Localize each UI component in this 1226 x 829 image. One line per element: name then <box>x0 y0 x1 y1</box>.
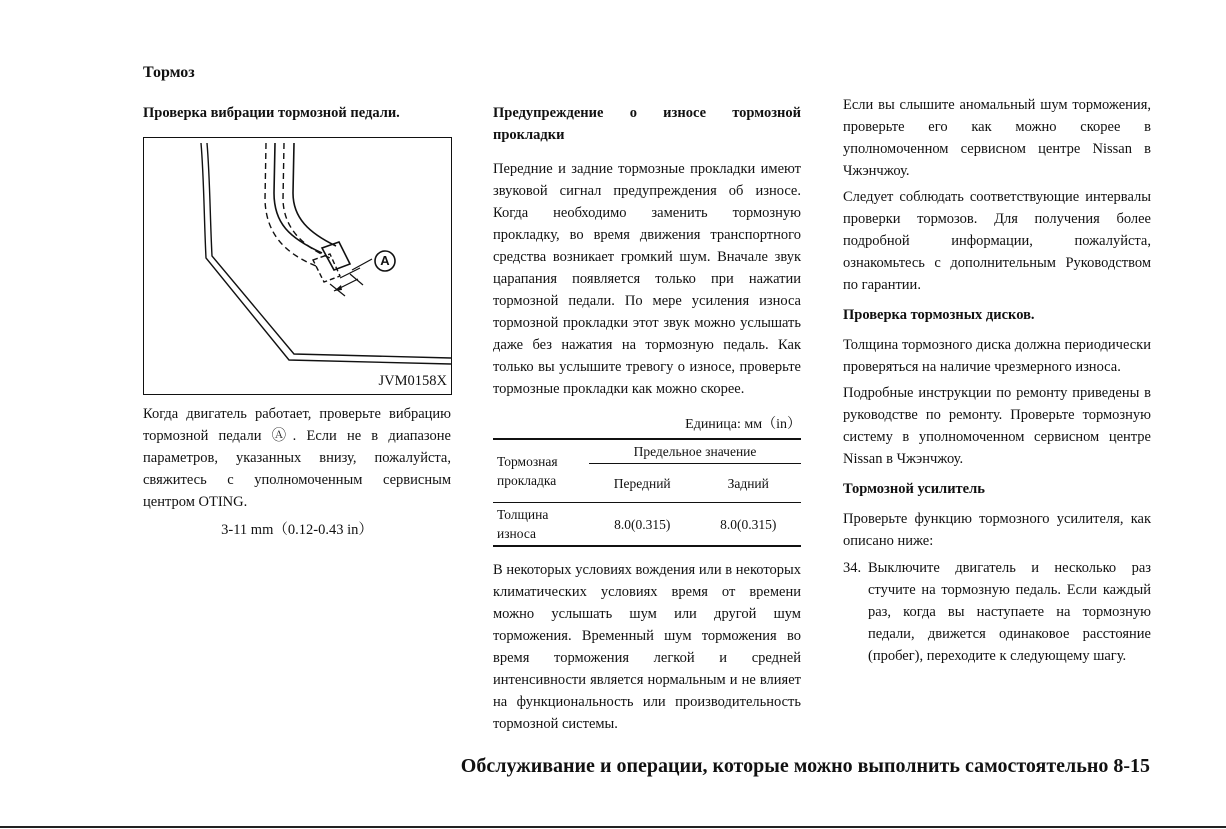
table-group-header: Предельное значение <box>589 439 801 464</box>
brake-pedal-illustration <box>144 138 451 394</box>
inspection-intervals-text: Следует соблюдать соответствующие интервалы проверки тормозов. Для получения более подробной информации, пожалуйста, ознакомьтесь с дополнительным Руководством по гарантии. <box>843 189 1151 293</box>
abnormal-noise-text: Если вы слышите аномальный шум торможения, проверьте его как можно скорее в уполномоченном сервисном центре Nissan в Чжэнчжоу. <box>843 97 1151 179</box>
bottom-divider <box>0 826 1226 828</box>
disc-thickness-text: Толщина тормозного диска должна периодически проверяться на наличие чрезмерного износа. <box>843 337 1151 375</box>
table-row-label: Толщина износа <box>493 503 589 547</box>
list-item-number: 34. <box>843 560 862 576</box>
table-col-front: Передний <box>589 464 695 503</box>
pedal-vibration-value: 3-11 mm（0.12-0.43 in） <box>221 522 373 538</box>
list-item-text: Выключите двигатель и несколько раз стучите на тормозную педаль. Если каждый раз, когда вы наступаете на тормозную педали, движется одинаковое расстояние (пробег), переходите к следующему шагу. <box>868 560 1151 664</box>
pad-limit-table <box>493 438 801 547</box>
table-row-header: Тормозная прокладка <box>493 439 589 503</box>
table-unit: Единица: мм（in） <box>685 417 801 432</box>
figure-code: JVM0158X <box>378 373 447 389</box>
brake-noise-text: В некоторых условиях вождения или в некоторых климатических условиях время от времени можно услышать шум или другой шум торможения. Временный шум торможения во время торможения легкой и средней интенсивности является нормальным и не влияет на функциональность или производительность тормозной системы. <box>493 562 801 732</box>
callout-label-a: A <box>380 253 390 268</box>
section-title: Тормоз <box>143 64 195 81</box>
pedal-vibration-text: Когда двигатель работает, проверьте вибрацию тормозной педали Ⓐ. Если не в диапазоне параметров, указанных внизу, пожалуйста, свяжитесь с уполномоченным сервисным центром OTING. <box>143 406 451 510</box>
heading-pedal-vibration: Проверка вибрации тормозной педали. <box>143 105 400 121</box>
table-rear-value: 8.0(0.315) <box>695 503 801 547</box>
table-col-rear: Задний <box>695 464 801 503</box>
column-middle <box>493 102 801 735</box>
booster-check-text: Проверьте функцию тормозного усилителя, как описано ниже: <box>843 511 1151 549</box>
brake-pedal-figure <box>143 137 452 395</box>
table-front-value: 8.0(0.315) <box>589 503 695 547</box>
pad-wear-text: Передние и задние тормозные прокладки имеют звуковой сигнал предупреждения об износе. Когда необходимо заменить тормозную прокладку, во время движения транспортного средства возникает громкий шум. Вначале звук царапания появляется только при нажатии тормозной педали. По мере усиления износа тормозной прокладки этот звук можно услышать даже без нажатия на тормозную педаль. Как только вы услышите тревогу о износе, проверьте тормозные прокладки как можно скорее. <box>493 161 801 397</box>
heading-disc-check: Проверка тормозных дисков. <box>843 307 1035 323</box>
repair-instructions-text: Подробные инструкции по ремонту приведены в руководстве по ремонту. Проверьте тормозную систему в уполномоченном сервисном центре Nissan в Чжэнчжоу. <box>843 385 1151 467</box>
page-footer: Обслуживание и операции, которые можно выполнить самостоятельно 8-15 <box>460 755 1150 777</box>
heading-brake-booster: Тормозной усилитель <box>843 481 985 497</box>
column-right <box>843 94 1151 667</box>
list-item <box>843 557 1151 667</box>
heading-pad-wear-warning: Предупреждение о износе тормозной прокладки <box>493 105 801 143</box>
column-left <box>143 102 451 541</box>
